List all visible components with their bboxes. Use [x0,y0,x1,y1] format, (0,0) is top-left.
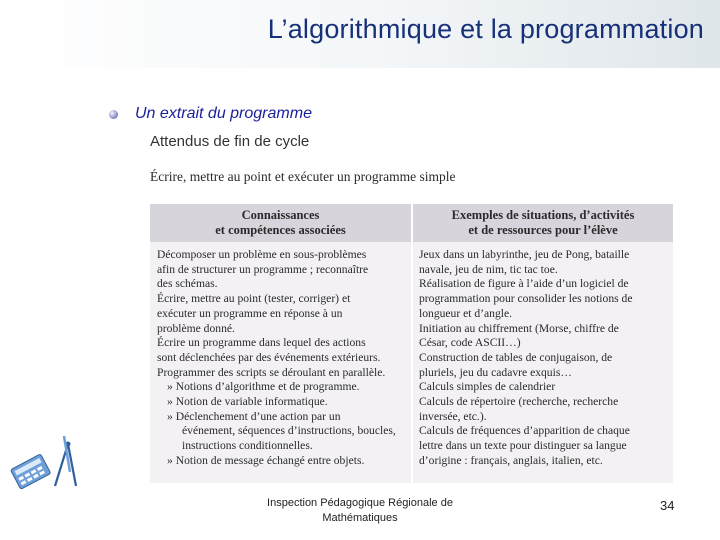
cell-line: Calculs de fréquences d’apparition de chaque [419,424,630,438]
footer [240,496,480,526]
cell-line: programmation pour consolider les notions de [419,292,633,306]
column-divider [411,204,413,483]
cell-line: Calculs de répertoire (recherche, recherche [419,395,619,409]
cell-line: sont déclenchées par des événements extérieurs. [157,350,381,364]
bullet-icon [109,110,118,119]
cell-line: Écrire un programme dans lequel des actions [157,336,366,350]
cell-line: pluriels, jeu du cadavre exquis… [419,365,572,379]
cell-line: des schémas. [157,277,218,291]
title-band [0,0,720,68]
cell-line: » Notion de variable informatique. [167,395,328,409]
cell-line: afin de structurer un programme ; reconnaître [157,262,369,276]
page-number: 34 [660,498,675,513]
cell-line: problème donné. [157,321,235,335]
cell-line: » Déclenchement d’une action par un [167,409,341,423]
cell-line: Programmer des scripts se déroulant en parallèle. [157,365,386,379]
slide-title: L’algorithmique et la programmation [267,14,704,44]
cell-line: inversée, etc.). [419,409,487,423]
cell-line: César, code ASCII…) [419,336,521,350]
program-table [150,204,673,483]
header-examples: Exemples de situations, d’activités et de ressources pour l’élève [451,208,635,237]
cell-line: longueur et d’angle. [419,306,513,320]
examples-cell [419,248,669,469]
cell-line: Réalisation de figure à l’aide d’un logiciel de [419,277,629,291]
footer-line: Inspection Pédagogique Régionale de [267,497,453,509]
cell-line: navale, jeu de nim, tic tac toe. [419,262,558,276]
cell-line: instructions conditionnelles. [182,439,313,453]
cell-line: lettre dans un texte pour distinguer sa langue [419,439,627,453]
cell-line: exécuter un programme en réponse à un [157,306,343,320]
math-tools-icon [10,432,80,490]
goal-text: Écrire, mettre au point et exécuter un programme simple [150,169,456,184]
subtitle: Un extrait du programme [135,105,312,122]
cell-line: Jeux dans un labyrinthe, jeu de Pong, bataille [419,248,630,261]
cell-line: Écrire, mettre au point (tester, corriger) et [157,292,351,306]
footer-line: Mathématiques [322,512,398,524]
knowledge-cell [157,248,409,469]
cell-line: Calculs simples de calendrier [419,380,556,394]
cell-line: Initiation au chiffrement (Morse, chiffre de [419,321,619,335]
header-knowledge: Connaissances et compétences associées [215,208,346,237]
cell-line: d’origine : français, anglais, italien, etc. [419,453,603,467]
cell-line: » Notion de message échangé entre objets. [167,453,365,467]
cell-line: » Notions d’algorithme et de programme. [167,380,360,394]
cell-line: Construction de tables de conjugaison, de [419,350,613,364]
cell-line: événement, séquences d’instructions, boucles, [182,424,396,438]
cell-line: Décomposer un problème en sous-problèmes [157,248,367,261]
section-heading: Attendus de fin de cycle [150,133,310,150]
